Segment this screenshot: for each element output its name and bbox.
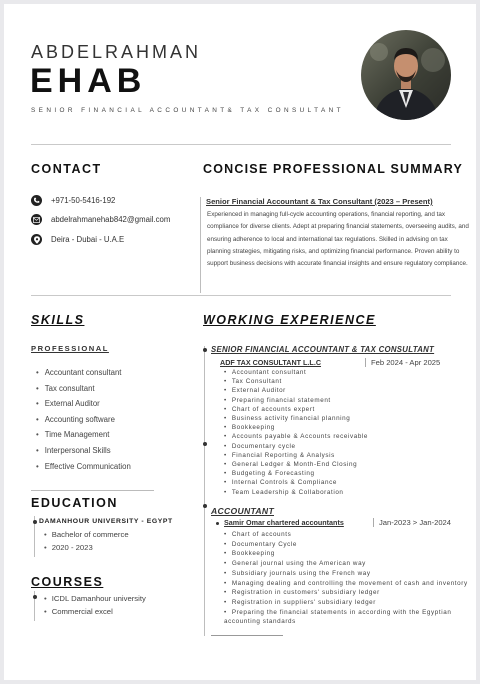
experience-timeline [204, 346, 205, 636]
bullet-dot [216, 522, 219, 525]
skill-item: • Accounting software [36, 412, 131, 428]
job-role: SENIOR FINANCIAL ACCOUNTANT & TAX CONSULTANT [211, 345, 435, 354]
location-pin-icon [31, 234, 42, 245]
contact-phone[interactable] [31, 195, 115, 206]
summary-rule [200, 197, 201, 293]
timeline-dot [203, 504, 207, 508]
job-dates: Jan-2023 > Jan-2024 [373, 518, 451, 527]
duty-item: • General Ledger & Month-End Closing [224, 460, 368, 469]
duty-item: • Documentary Cycle [224, 540, 470, 550]
duty-item: • Financial Reporting & Analysis [224, 451, 368, 460]
first-name: ABDELRAHMAN [31, 42, 202, 62]
course-item: • ICDL Damanhour university [44, 592, 146, 605]
duty-item: • Chart of accounts expert [224, 405, 368, 414]
courses-list [44, 592, 146, 619]
education-heading: EDUCATION [31, 496, 118, 510]
email-text: abdelrahmanehab842@gmail.com [51, 215, 171, 224]
duty-item: • Preparing the financial statements in according with the Egyptian accounting standards [224, 608, 470, 627]
skill-item: • External Auditor [36, 396, 131, 412]
location-text: Deira - Dubai - U.A.E [51, 235, 125, 244]
job-duties-list [224, 530, 470, 627]
duty-item: • Chart of accounts [224, 530, 470, 540]
duty-item: • Tax Consultant [224, 377, 368, 386]
skill-item: • Accountant consultant [36, 365, 131, 381]
header-divider [31, 144, 451, 145]
duty-item: • Documentary cycle [224, 442, 368, 451]
duty-item: • Team Leadership & Collaboration [224, 488, 368, 497]
skills-subheading: PROFESSIONAL [31, 344, 109, 353]
timeline-dot [203, 442, 207, 446]
skills-list [36, 365, 131, 474]
job-role: ACCOUNTANT [211, 506, 274, 516]
job-title: SENIOR FINANCIAL ACCOUNTANT& TAX CONSULTANT [31, 107, 344, 114]
skill-item: • Time Management [36, 427, 131, 443]
job-company: ADF TAX CONSULTANT L.L.C [220, 358, 322, 367]
timeline-dot [33, 520, 37, 524]
skill-item: • Effective Communication [36, 459, 131, 475]
summary-heading: CONCISE PROFESSIONAL SUMMARY [203, 162, 464, 176]
job-duties-list [224, 368, 368, 497]
duty-item: • Accountant consultant [224, 368, 368, 377]
contact-heading: CONTACT [31, 162, 102, 176]
resume-page [4, 4, 476, 680]
phone-icon [31, 195, 42, 206]
email-icon [31, 214, 42, 225]
job-company: Samir Omar chartered accountants [224, 518, 344, 527]
duty-item: • General journal using the American way [224, 559, 470, 569]
education-university: DAMANHOUR UNIVERSITY - EGYPT [39, 518, 173, 525]
duty-item: • Subsidiary journals using the French way [224, 569, 470, 579]
contact-location [31, 234, 124, 245]
phone-text: +971-50-5416-192 [51, 196, 116, 205]
summary-title: Senior Financial Accountant & Tax Consultant (2023 – Present) [206, 197, 433, 206]
course-item: • Commercial excel [44, 605, 146, 618]
duty-item: • Preparing financial statement [224, 396, 368, 405]
duty-item: • Bookkeeping [224, 423, 368, 432]
skills-heading: SKILLS [31, 313, 85, 327]
skill-item: • Interpersonal Skills [36, 443, 131, 459]
experience-end-divider [211, 635, 283, 636]
duty-item: • Budgeting & Forecasting [224, 469, 368, 478]
duty-item: • Accounts payable & Accounts receivable [224, 432, 368, 441]
education-list [44, 528, 129, 555]
timeline-dot [33, 595, 37, 599]
education-item: • Bachelor of commerce [44, 528, 129, 541]
job-dates: Feb 2024 - Apr 2025 [365, 358, 440, 367]
courses-heading: COURSES [31, 575, 104, 589]
summary-body: Experienced in managing full-cycle accounting operations, financial reporting, and tax compliance for diverse clients. Adept at preparing financial statements, overseeing audits, and ensuring adherence to local and international tax regulations. Skilled in advising on tax planning strategies, mitigating risks, and optimizing financial performance. Proven ability to support business decisions with accurate financial insights and ensure regulatory compliance. [207, 211, 469, 268]
contact-email[interactable] [31, 214, 170, 225]
duty-item: • Registration in suppliers' subsidiary ledger [224, 598, 470, 608]
education-item: • 2020 - 2023 [44, 541, 129, 554]
profile-photo [361, 30, 451, 120]
skill-item: • Tax consultant [36, 381, 131, 397]
timeline-dot [203, 348, 207, 352]
duty-item: • Business activity financial planning [224, 414, 368, 423]
education-divider [31, 490, 154, 491]
duty-item: • Bookkeeping [224, 549, 470, 559]
experience-heading: WORKING EXPERIENCE [203, 313, 376, 327]
duty-item: • Registration in customers' subsidiary ledger [224, 588, 470, 598]
last-name: EHAB [30, 62, 147, 100]
duty-item: • Internal Controls & Compliance [224, 478, 368, 487]
duty-item: • External Auditor [224, 386, 368, 395]
duty-item: • Managing dealing and controlling the movement of cash and inventory [224, 579, 470, 589]
summary-divider [31, 295, 451, 296]
